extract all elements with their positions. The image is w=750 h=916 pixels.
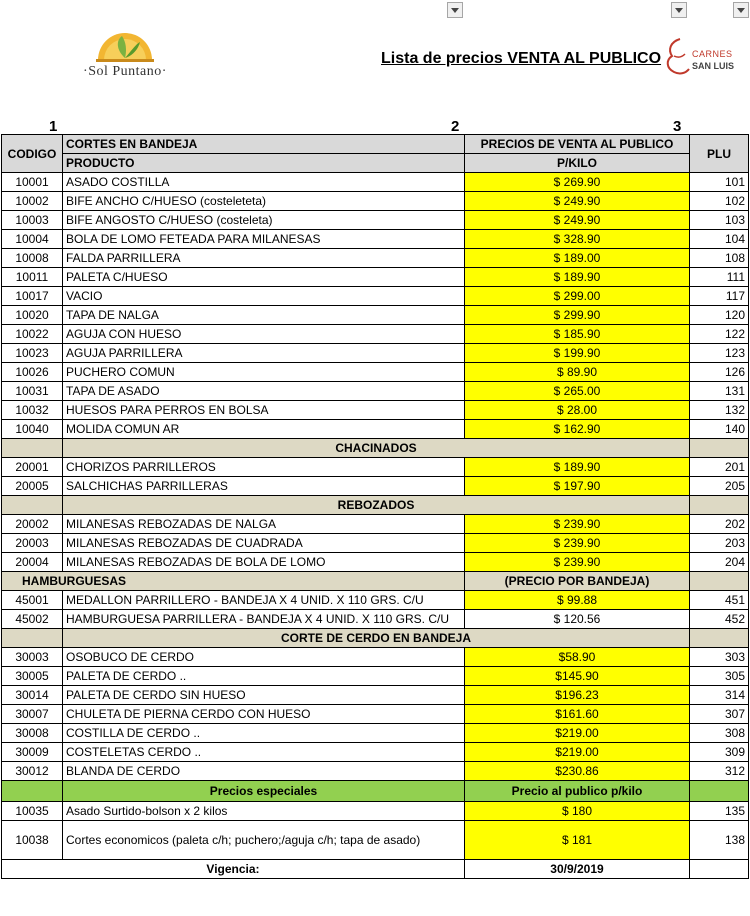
product-code: 30012 [2, 762, 63, 781]
product-plu: 314 [690, 686, 749, 705]
section-title-rebozados: REBOZADOS [63, 496, 690, 515]
product-plu: 203 [690, 534, 749, 553]
document-title: Lista de precios VENTA AL PUBLICO [381, 50, 662, 67]
section-note-hamburguesas: (PRECIO POR BANDEJA) [465, 572, 690, 591]
product-price: $ 162.90 [465, 420, 690, 439]
product-name: BOLA DE LOMO FETEADA PARA MILANESAS [63, 230, 465, 249]
table-row [2, 477, 749, 496]
product-price: $ 185.90 [465, 325, 690, 344]
section-cell [690, 439, 749, 458]
section-cell [2, 496, 63, 515]
product-price: $ 189.00 [465, 249, 690, 268]
table-row [2, 724, 749, 743]
product-name: HUESOS PARA PERROS EN BOLSA [63, 401, 465, 420]
table-row [2, 648, 749, 667]
product-plu: 111 [690, 268, 749, 287]
brand-name: ·Sol Puntano· [83, 64, 167, 79]
table-row [2, 821, 749, 860]
product-code: 10023 [2, 344, 63, 363]
product-name: FALDA PARRILLERA [63, 249, 465, 268]
section-cell [2, 629, 63, 648]
column-number: 1 [49, 118, 58, 135]
product-price: $ 249.90 [465, 192, 690, 211]
product-name: MEDALLON PARRILLERO - BANDEJA X 4 UNID. X 110 GRS. C/U [63, 591, 465, 610]
product-name: MILANESAS REBOZADAS DE CUADRADA [63, 534, 465, 553]
product-plu: 308 [690, 724, 749, 743]
table-row [2, 686, 749, 705]
table-row [2, 249, 749, 268]
section-row [2, 572, 749, 591]
product-code: 20004 [2, 553, 63, 572]
column-number: 2 [451, 118, 460, 135]
table-header-row [2, 135, 749, 154]
product-name: BIFE ANGOSTO C/HUESO (costeleta) [63, 211, 465, 230]
product-code: 10022 [2, 325, 63, 344]
product-price: $ 120.56 [465, 610, 690, 629]
product-code: 20005 [2, 477, 63, 496]
product-code: 10002 [2, 192, 63, 211]
product-price: $58.90 [465, 648, 690, 667]
product-plu: 104 [690, 230, 749, 249]
product-name: TAPA DE NALGA [63, 306, 465, 325]
product-price: $ 197.90 [465, 477, 690, 496]
product-price: $219.00 [465, 743, 690, 762]
product-plu: 101 [690, 173, 749, 192]
product-price: $161.60 [465, 705, 690, 724]
chevron-down-icon [737, 8, 745, 13]
table-row [2, 325, 749, 344]
table-row [2, 610, 749, 629]
product-name: AGUJA PARRILLERA [63, 344, 465, 363]
product-price: $ 180 [465, 802, 690, 821]
column-number: 3 [673, 118, 682, 135]
product-plu: 126 [690, 363, 749, 382]
product-code: 30007 [2, 705, 63, 724]
product-code: 10031 [2, 382, 63, 401]
section-row [2, 439, 749, 458]
table-row [2, 382, 749, 401]
product-price: $ 99.88 [465, 591, 690, 610]
header-plu: PLU [690, 135, 749, 173]
product-code: 45002 [2, 610, 63, 629]
product-price: $ 239.90 [465, 553, 690, 572]
table-row [2, 705, 749, 724]
product-price: $196.23 [465, 686, 690, 705]
product-plu: 123 [690, 344, 749, 363]
product-price: $145.90 [465, 667, 690, 686]
table-row [2, 192, 749, 211]
product-name: BLANDA DE CERDO [63, 762, 465, 781]
product-plu: 103 [690, 211, 749, 230]
filter-dropdown-button[interactable] [733, 2, 749, 18]
table-row [2, 344, 749, 363]
vigencia-empty [690, 860, 749, 879]
section-price-title-especiales: Precio al publico p/kilo [465, 781, 690, 802]
product-price: $230.86 [465, 762, 690, 781]
product-name: CHULETA DE PIERNA CERDO CON HUESO [63, 705, 465, 724]
product-code: 30009 [2, 743, 63, 762]
product-name: ASADO COSTILLA [63, 173, 465, 192]
product-name: PALETA DE CERDO SIN HUESO [63, 686, 465, 705]
section-cell [690, 781, 749, 802]
product-name: VACIO [63, 287, 465, 306]
section-row [2, 629, 749, 648]
product-code: 30008 [2, 724, 63, 743]
sol-puntano-logo [60, 30, 190, 82]
sun-leaf-icon [96, 30, 154, 62]
product-price: $ 265.00 [465, 382, 690, 401]
product-code: 10011 [2, 268, 63, 287]
product-plu: 312 [690, 762, 749, 781]
product-price: $ 189.90 [465, 268, 690, 287]
chevron-down-icon [675, 8, 683, 13]
table-header-row [2, 154, 749, 173]
product-price: $ 328.90 [465, 230, 690, 249]
table-row [2, 287, 749, 306]
table-row [2, 268, 749, 287]
vigencia-date: 30/9/2019 [465, 860, 690, 879]
product-price: $219.00 [465, 724, 690, 743]
product-code: 10035 [2, 802, 63, 821]
table-row [2, 401, 749, 420]
product-price: $ 28.00 [465, 401, 690, 420]
product-code: 10038 [2, 821, 63, 860]
section-cell [690, 572, 749, 591]
price-table [1, 134, 749, 879]
section-title-chacinados: CHACINADOS [63, 439, 690, 458]
product-name: AGUJA CON HUESO [63, 325, 465, 344]
table-row [2, 306, 749, 325]
product-code: 30014 [2, 686, 63, 705]
table-row [2, 211, 749, 230]
brand-right-bottom: SAN LUIS [692, 61, 735, 71]
product-code: 30005 [2, 667, 63, 686]
product-plu: 138 [690, 821, 749, 860]
product-code: 10020 [2, 306, 63, 325]
vigencia-row [2, 860, 749, 879]
product-name: CHORIZOS PARRILLEROS [63, 458, 465, 477]
section-cell [690, 496, 749, 515]
section-cell [2, 781, 63, 802]
product-plu: 205 [690, 477, 749, 496]
product-code: 10001 [2, 173, 63, 192]
section-row [2, 781, 749, 802]
product-code: 20002 [2, 515, 63, 534]
product-plu: 108 [690, 249, 749, 268]
product-name: PALETA DE CERDO .. [63, 667, 465, 686]
table-row [2, 230, 749, 249]
product-name: MILANESAS REBOZADAS DE NALGA [63, 515, 465, 534]
filter-dropdown-button[interactable] [447, 2, 463, 18]
table-row [2, 553, 749, 572]
product-name: TAPA DE ASADO [63, 382, 465, 401]
filter-dropdown-button[interactable] [671, 2, 687, 18]
product-name: PUCHERO COMUN [63, 363, 465, 382]
product-plu: 135 [690, 802, 749, 821]
product-name: COSTILLA DE CERDO .. [63, 724, 465, 743]
product-plu: 303 [690, 648, 749, 667]
product-price: $ 239.90 [465, 515, 690, 534]
product-code: 10017 [2, 287, 63, 306]
carnes-san-luis-logo [662, 36, 748, 82]
table-row [2, 534, 749, 553]
product-plu: 102 [690, 192, 749, 211]
table-row [2, 591, 749, 610]
section-title-especiales: Precios especiales [63, 781, 465, 802]
section-cell [2, 439, 63, 458]
product-price: $ 249.90 [465, 211, 690, 230]
header-precio-line1: PRECIOS DE VENTA AL PUBLICO [465, 135, 690, 154]
product-code: 30003 [2, 648, 63, 667]
product-code: 10003 [2, 211, 63, 230]
table-row [2, 515, 749, 534]
product-name: MOLIDA COMUN AR [63, 420, 465, 439]
table-row [2, 420, 749, 439]
section-row [2, 496, 749, 515]
product-name: Asado Surtido-bolson x 2 kilos [63, 802, 465, 821]
product-price: $ 239.90 [465, 534, 690, 553]
product-plu: 307 [690, 705, 749, 724]
product-plu: 120 [690, 306, 749, 325]
product-code: 20001 [2, 458, 63, 477]
product-plu: 204 [690, 553, 749, 572]
product-price: $ 181 [465, 821, 690, 860]
product-price: $ 299.90 [465, 306, 690, 325]
product-name: Cortes economicos (paleta c/h; puchero;/aguja c/h; tapa de asado) [63, 821, 465, 860]
product-plu: 452 [690, 610, 749, 629]
product-code: 20003 [2, 534, 63, 553]
product-plu: 451 [690, 591, 749, 610]
product-plu: 132 [690, 401, 749, 420]
table-row [2, 173, 749, 192]
product-name: HAMBURGUESA PARRILLERA - BANDEJA X 4 UNID. X 110 GRS. C/U [63, 610, 465, 629]
product-plu: 201 [690, 458, 749, 477]
vigencia-label: Vigencia: [2, 860, 465, 879]
section-title-hamburguesas: HAMBURGUESAS [2, 572, 465, 591]
product-code: 10008 [2, 249, 63, 268]
product-code: 10040 [2, 420, 63, 439]
header-precio-line2: P/KILO [465, 154, 690, 173]
bull-icon [662, 36, 692, 80]
section-cell [690, 629, 749, 648]
brand-right-top: CARNES [692, 49, 733, 59]
product-name: BIFE ANCHO C/HUESO (costeleteta) [63, 192, 465, 211]
product-plu: 202 [690, 515, 749, 534]
product-name: COSTELETAS CERDO .. [63, 743, 465, 762]
product-name: MILANESAS REBOZADAS DE BOLA DE LOMO [63, 553, 465, 572]
product-plu: 305 [690, 667, 749, 686]
table-row [2, 458, 749, 477]
product-code: 45001 [2, 591, 63, 610]
header-codigo: CODIGO [2, 135, 63, 173]
table-row [2, 762, 749, 781]
product-price: $ 299.00 [465, 287, 690, 306]
product-plu: 131 [690, 382, 749, 401]
product-name: PALETA C/HUESO [63, 268, 465, 287]
product-code: 10032 [2, 401, 63, 420]
section-title-cerdo: CORTE DE CERDO EN BANDEJA [63, 629, 690, 648]
chevron-down-icon [451, 8, 459, 13]
table-row [2, 802, 749, 821]
product-code: 10004 [2, 230, 63, 249]
header-producto: PRODUCTO [63, 154, 465, 173]
header-cortes: CORTES EN BANDEJA [63, 135, 465, 154]
product-price: $ 269.90 [465, 173, 690, 192]
product-plu: 122 [690, 325, 749, 344]
product-plu: 140 [690, 420, 749, 439]
product-name: SALCHICHAS PARRILLERAS [63, 477, 465, 496]
table-row [2, 667, 749, 686]
product-plu: 309 [690, 743, 749, 762]
product-plu: 117 [690, 287, 749, 306]
product-price: $ 189.90 [465, 458, 690, 477]
table-row [2, 743, 749, 762]
product-price: $ 199.90 [465, 344, 690, 363]
table-row [2, 363, 749, 382]
product-code: 10026 [2, 363, 63, 382]
product-price: $ 89.90 [465, 363, 690, 382]
product-name: OSOBUCO DE CERDO [63, 648, 465, 667]
